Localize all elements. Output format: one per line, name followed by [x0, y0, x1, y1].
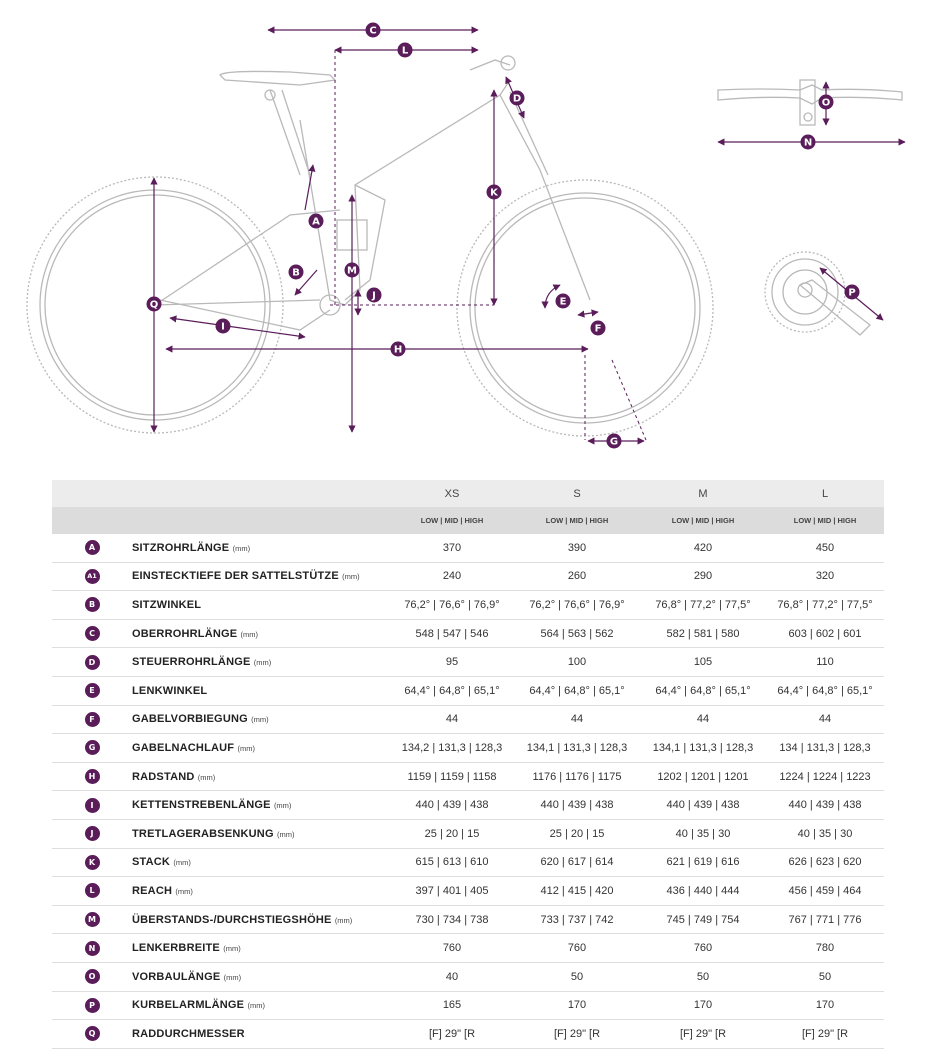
row-unit: (mm) — [240, 629, 259, 639]
row-name-cell — [132, 934, 390, 963]
svg-text:A: A — [312, 216, 320, 228]
row-name: EINSTECKTIEFE DER SATTELSTÜTZE — [132, 570, 339, 583]
table-row — [52, 848, 884, 877]
row-name-cell — [132, 877, 390, 906]
position-header: LOW | MID | HIGH — [766, 507, 884, 534]
svg-text:J: J — [372, 290, 376, 302]
row-label-cell — [52, 705, 132, 734]
svg-text:E: E — [559, 296, 567, 308]
row-unit: (mm) — [223, 972, 242, 982]
table-row — [52, 648, 884, 677]
diagram-label-o — [819, 95, 834, 110]
value-cell-xs: 397 | 401 | 405 — [390, 877, 514, 906]
row-unit: (mm) — [173, 858, 191, 868]
row-name: KETTENSTREBENLÄNGE — [132, 799, 271, 812]
row-name: TRETLAGERABSENKUNG — [132, 827, 274, 840]
table-row — [52, 819, 884, 848]
value-cell-m: 1202 | 1201 | 1201 — [640, 762, 766, 791]
value-cell-m: 745 | 749 | 754 — [640, 905, 766, 934]
table-row — [52, 877, 884, 906]
value-cell-m: 105 — [640, 648, 766, 677]
row-badge: B — [85, 597, 100, 612]
row-badge: P — [85, 998, 100, 1013]
value-cell-m: 44 — [640, 705, 766, 734]
value-cell-s: 620 | 617 | 614 — [514, 848, 640, 877]
row-unit: (mm) — [334, 915, 353, 925]
diagram-label-k — [487, 185, 502, 200]
value-cell-xs: 44 — [390, 705, 514, 734]
value-cell-l: 134 | 131,3 | 128,3 — [766, 734, 884, 763]
position-header-row — [52, 507, 884, 534]
row-unit: (mm) — [175, 886, 193, 896]
diagram-label-c — [366, 23, 381, 38]
row-label-cell — [52, 534, 132, 562]
position-header: LOW | MID | HIGH — [390, 507, 514, 534]
geometry-table — [52, 480, 884, 1049]
value-cell-s: 440 | 439 | 438 — [514, 791, 640, 820]
row-name-cell — [132, 591, 390, 620]
svg-text:F: F — [594, 323, 602, 335]
value-cell-xs: 40 — [390, 962, 514, 991]
size-header-m: M — [640, 480, 766, 507]
value-cell-m: [F] 29" [R — [640, 1020, 766, 1049]
row-unit: (mm) — [223, 944, 241, 954]
value-cell-l: 1224 | 1224 | 1223 — [766, 762, 884, 791]
row-unit: (mm) — [237, 743, 255, 753]
row-name-cell — [132, 848, 390, 877]
table-row — [52, 562, 884, 591]
row-unit: (mm) — [247, 1001, 265, 1011]
svg-text:Q: Q — [149, 299, 159, 311]
row-label-cell — [52, 1020, 132, 1049]
row-badge: E — [85, 683, 100, 698]
diagram-label-i — [216, 319, 231, 334]
diagram-label-a — [309, 214, 324, 229]
handlebar-diagram — [718, 80, 902, 125]
row-name-cell — [132, 991, 390, 1020]
row-name-cell — [132, 676, 390, 705]
value-cell-s: 170 — [514, 991, 640, 1020]
header-blank — [132, 480, 390, 507]
header-blank — [132, 507, 390, 534]
row-name: LENKWINKEL — [132, 684, 208, 697]
value-cell-m: 170 — [640, 991, 766, 1020]
value-cell-l: 456 | 459 | 464 — [766, 877, 884, 906]
row-name: STEUERROHRLÄNGE — [132, 656, 251, 669]
row-badge: O — [85, 969, 100, 984]
value-cell-l: 450 — [766, 534, 884, 562]
value-cell-s: 76,2° | 76,6° | 76,9° — [514, 591, 640, 620]
svg-text:P: P — [848, 287, 856, 299]
row-badge: G — [85, 740, 100, 755]
value-cell-s: 564 | 563 | 562 — [514, 619, 640, 648]
svg-text:N: N — [803, 137, 813, 149]
value-cell-m: 290 — [640, 562, 766, 591]
header-blank — [52, 507, 132, 534]
row-name: OBERROHRLÄNGE — [132, 627, 238, 640]
row-badge: L — [85, 883, 100, 898]
value-cell-m: 582 | 581 | 580 — [640, 619, 766, 648]
header-blank — [52, 480, 132, 507]
row-label-cell — [52, 762, 132, 791]
row-label-cell — [52, 734, 132, 763]
value-cell-m: 76,8° | 77,2° | 77,5° — [640, 591, 766, 620]
row-name: SITZWINKEL — [132, 598, 202, 611]
value-cell-m: 420 — [640, 534, 766, 562]
row-badge: A — [85, 540, 100, 555]
value-cell-l: 76,8° | 77,2° | 77,5° — [766, 591, 884, 620]
value-cell-l: 767 | 771 | 776 — [766, 905, 884, 934]
table-row — [52, 534, 884, 562]
value-cell-xs: 730 | 734 | 738 — [390, 905, 514, 934]
table-row — [52, 905, 884, 934]
row-badge: M — [85, 912, 100, 927]
row-badge: A1 — [85, 569, 100, 584]
row-name: VORBAULÄNGE — [132, 970, 221, 983]
svg-text:D: D — [512, 93, 522, 105]
row-name: STACK — [132, 856, 171, 869]
value-cell-s: 390 — [514, 534, 640, 562]
diagram-label-g — [607, 434, 622, 449]
table-row — [52, 619, 884, 648]
value-cell-s: 260 — [514, 562, 640, 591]
row-name: SITZROHRLÄNGE — [132, 541, 230, 554]
value-cell-s: 25 | 20 | 15 — [514, 819, 640, 848]
value-cell-l: 110 — [766, 648, 884, 677]
table-row — [52, 676, 884, 705]
row-unit: (mm) — [251, 715, 269, 725]
table-row — [52, 705, 884, 734]
row-label-cell — [52, 877, 132, 906]
diagram-label-j — [367, 288, 382, 303]
row-name: ÜBERSTANDS-/DURCHSTIEGSHÖHE — [132, 913, 332, 926]
value-cell-xs: 25 | 20 | 15 — [390, 819, 514, 848]
table-row — [52, 962, 884, 991]
row-label-cell — [52, 619, 132, 648]
svg-text:C: C — [369, 25, 377, 37]
table-row — [52, 734, 884, 763]
row-badge: J — [85, 826, 100, 841]
row-unit: (mm) — [276, 829, 295, 839]
value-cell-s: 44 — [514, 705, 640, 734]
row-name-cell — [132, 705, 390, 734]
value-cell-l: 626 | 623 | 620 — [766, 848, 884, 877]
value-cell-l: 440 | 439 | 438 — [766, 791, 884, 820]
row-label-cell — [52, 591, 132, 620]
svg-text:B: B — [292, 267, 300, 279]
row-name-cell — [132, 534, 390, 562]
svg-text:O: O — [821, 97, 831, 109]
size-header-s: S — [514, 480, 640, 507]
row-badge: N — [85, 941, 100, 956]
table-row — [52, 1020, 884, 1049]
row-label-cell — [52, 819, 132, 848]
table-row — [52, 791, 884, 820]
value-cell-s: 412 | 415 | 420 — [514, 877, 640, 906]
row-name-cell — [132, 762, 390, 791]
row-name: LENKERBREITE — [132, 942, 220, 955]
row-unit: (mm) — [197, 772, 216, 782]
value-cell-l: 64,4° | 64,8° | 65,1° — [766, 676, 884, 705]
row-name-cell — [132, 734, 390, 763]
bike-geometry-diagram — [0, 0, 936, 470]
diagram-label-l — [398, 43, 413, 58]
row-unit: (mm) — [232, 543, 251, 553]
row-label-cell — [52, 676, 132, 705]
value-cell-s: 134,1 | 131,3 | 128,3 — [514, 734, 640, 763]
svg-text:L: L — [401, 45, 409, 57]
svg-text:H: H — [393, 344, 403, 356]
row-badge: I — [85, 798, 100, 813]
value-cell-m: 621 | 619 | 616 — [640, 848, 766, 877]
row-name-cell — [132, 791, 390, 820]
row-unit: (mm) — [273, 801, 292, 811]
row-badge: F — [85, 712, 100, 727]
size-header-xs: XS — [390, 480, 514, 507]
row-unit: (mm) — [253, 658, 272, 668]
value-cell-s: 100 — [514, 648, 640, 677]
row-label-cell — [52, 848, 132, 877]
value-cell-m: 760 — [640, 934, 766, 963]
row-name: RADSTAND — [132, 770, 195, 783]
diagram-label-h — [391, 342, 406, 357]
row-name: GABELNACHLAUF — [132, 741, 235, 754]
value-cell-s: 64,4° | 64,8° | 65,1° — [514, 676, 640, 705]
value-cell-s: [F] 29" [R — [514, 1020, 640, 1049]
value-cell-xs: 440 | 439 | 438 — [390, 791, 514, 820]
diagram-label-p — [845, 285, 860, 300]
value-cell-xs: 240 — [390, 562, 514, 591]
diagram-label-m — [345, 263, 360, 278]
table-row — [52, 762, 884, 791]
table-row — [52, 991, 884, 1020]
value-cell-l: 780 — [766, 934, 884, 963]
size-header-row — [52, 480, 884, 507]
value-cell-l: 603 | 602 | 601 — [766, 619, 884, 648]
value-cell-xs: 165 — [390, 991, 514, 1020]
value-cell-m: 436 | 440 | 444 — [640, 877, 766, 906]
value-cell-xs: 1159 | 1159 | 1158 — [390, 762, 514, 791]
value-cell-m: 134,1 | 131,3 | 128,3 — [640, 734, 766, 763]
row-name-cell — [132, 648, 390, 677]
diagram-label-q — [147, 297, 162, 312]
value-cell-l: 320 — [766, 562, 884, 591]
row-name-cell — [132, 1020, 390, 1049]
row-badge: D — [85, 655, 100, 670]
row-label-cell — [52, 934, 132, 963]
value-cell-s: 1176 | 1176 | 1175 — [514, 762, 640, 791]
value-cell-xs: 64,4° | 64,8° | 65,1° — [390, 676, 514, 705]
row-name-cell — [132, 905, 390, 934]
diagram-label-d — [510, 91, 525, 106]
value-cell-xs: 615 | 613 | 610 — [390, 848, 514, 877]
diagram-label-n — [801, 135, 816, 150]
row-badge: C — [85, 626, 100, 641]
row-label-cell — [52, 905, 132, 934]
value-cell-m: 50 — [640, 962, 766, 991]
table-row — [52, 591, 884, 620]
position-header: LOW | MID | HIGH — [640, 507, 766, 534]
row-label-cell — [52, 962, 132, 991]
value-cell-l: 170 — [766, 991, 884, 1020]
size-header-l: L — [766, 480, 884, 507]
svg-text:G: G — [609, 436, 619, 448]
diagram-label-e — [556, 294, 571, 309]
value-cell-s: 760 — [514, 934, 640, 963]
svg-text:K: K — [490, 187, 498, 199]
row-label-cell — [52, 562, 132, 591]
value-cell-xs: 760 — [390, 934, 514, 963]
row-label-cell — [52, 791, 132, 820]
row-name: RADDURCHMESSER — [132, 1027, 245, 1040]
value-cell-m: 64,4° | 64,8° | 65,1° — [640, 676, 766, 705]
value-cell-l: [F] 29" [R — [766, 1020, 884, 1049]
value-cell-s: 733 | 737 | 742 — [514, 905, 640, 934]
row-name: REACH — [132, 884, 173, 897]
row-badge: K — [85, 855, 100, 870]
table-row — [52, 934, 884, 963]
diagram-label-f — [591, 321, 606, 336]
row-name-cell — [132, 819, 390, 848]
value-cell-xs: 370 — [390, 534, 514, 562]
row-name-cell — [132, 619, 390, 648]
svg-text:I: I — [221, 321, 225, 333]
value-cell-xs: [F] 29" [R — [390, 1020, 514, 1049]
diagram-label-b — [289, 265, 304, 280]
row-label-cell — [52, 648, 132, 677]
row-label-cell — [52, 991, 132, 1020]
row-badge: H — [85, 769, 100, 784]
position-header: LOW | MID | HIGH — [514, 507, 640, 534]
value-cell-m: 40 | 35 | 30 — [640, 819, 766, 848]
row-unit: (mm) — [342, 572, 360, 582]
row-name: KURBELARMLÄNGE — [132, 999, 245, 1012]
row-name: GABELVORBIEGUNG — [132, 713, 248, 726]
value-cell-m: 440 | 439 | 438 — [640, 791, 766, 820]
value-cell-l: 44 — [766, 705, 884, 734]
value-cell-xs: 548 | 547 | 546 — [390, 619, 514, 648]
value-cell-xs: 76,2° | 76,6° | 76,9° — [390, 591, 514, 620]
svg-text:M: M — [347, 265, 357, 277]
value-cell-xs: 95 — [390, 648, 514, 677]
value-cell-l: 40 | 35 | 30 — [766, 819, 884, 848]
value-cell-s: 50 — [514, 962, 640, 991]
row-name-cell — [132, 962, 390, 991]
value-cell-xs: 134,2 | 131,3 | 128,3 — [390, 734, 514, 763]
row-badge: Q — [85, 1026, 100, 1041]
row-name-cell — [132, 562, 390, 591]
value-cell-l: 50 — [766, 962, 884, 991]
